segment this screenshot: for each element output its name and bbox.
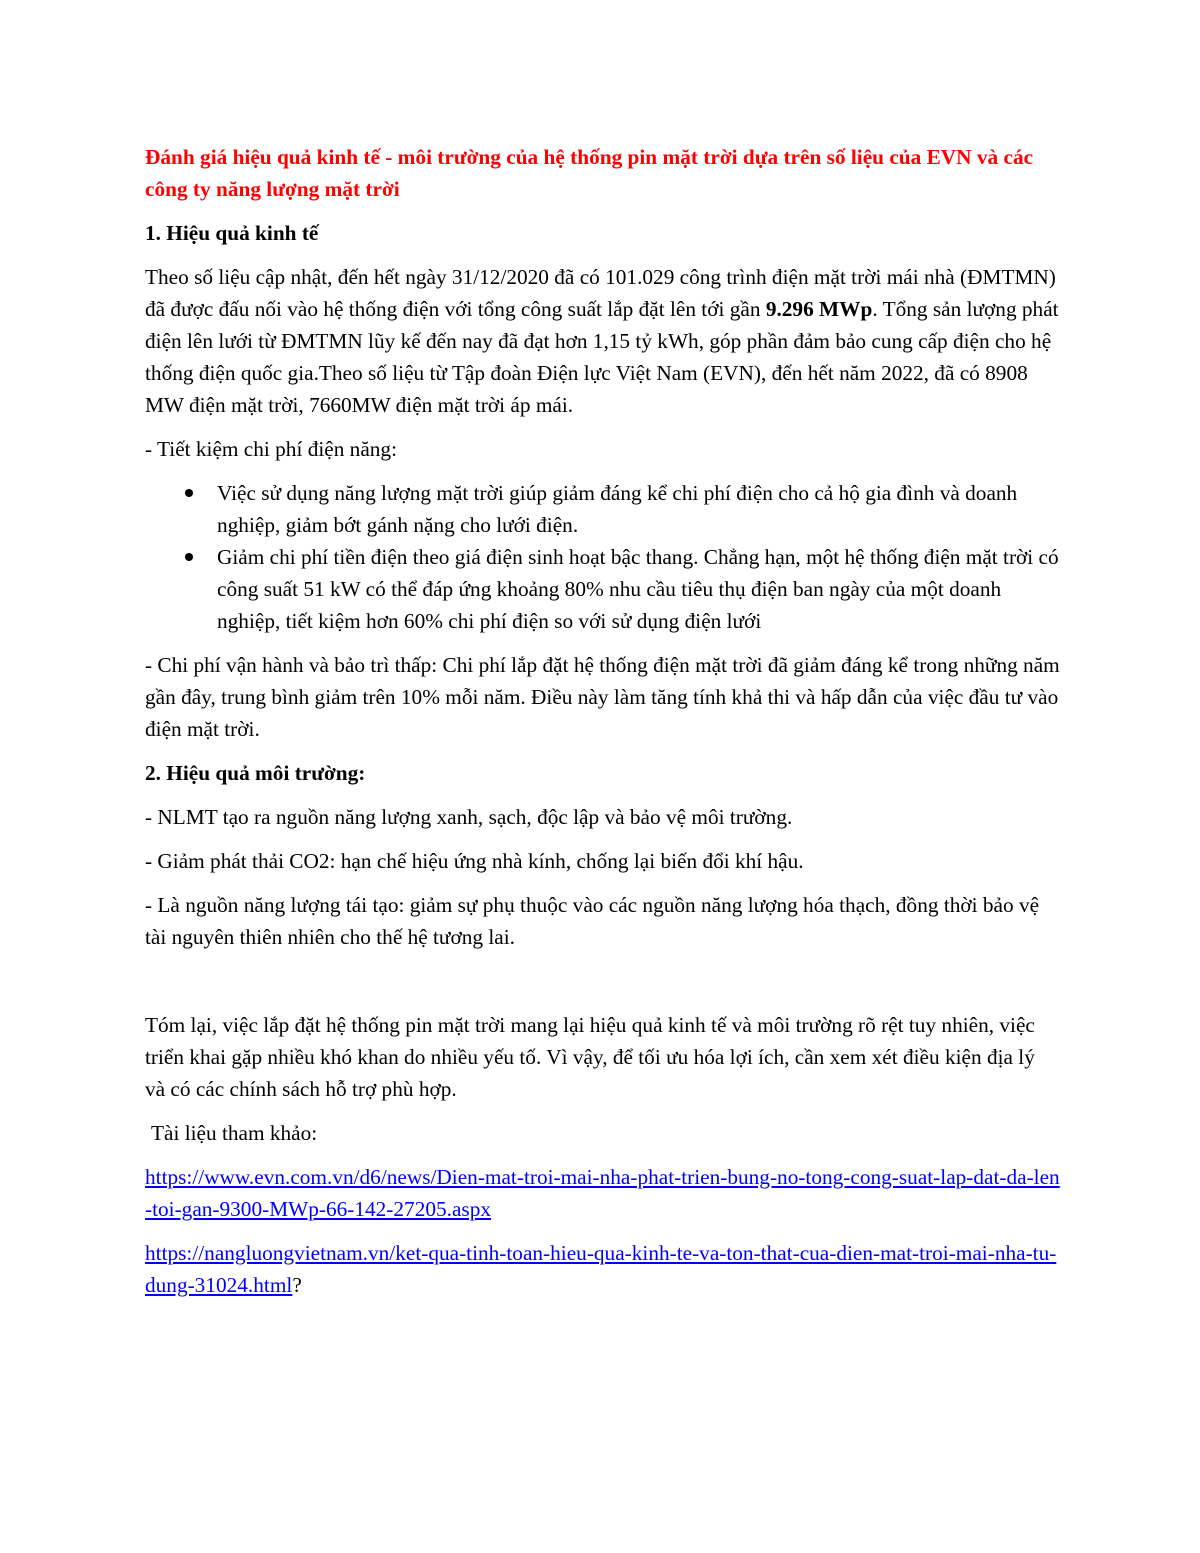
economic-intro-paragraph: [145, 261, 1060, 421]
list-item: [217, 541, 1060, 637]
reference-suffix: ?: [292, 1273, 302, 1297]
reference-item: [145, 1161, 1060, 1225]
blank-line: [145, 965, 1060, 1009]
intro-text-part2: . Tổng sản lượng phát điện lên lưới từ ĐMTMN lũy kế đến nay đã đạt hơn 1,15 tỷ kWh, góp phần đảm bảo cung cấp điện cho hệ thống điện quốc gia.Theo số liệu từ Tập đoàn Điện lực Việt Nam (EVN), đến hết năm 2022, đã có 8908 MW điện mặt trời, 7660MW điện mặt trời áp mái.: [145, 297, 1059, 417]
bullet-icon: [185, 489, 193, 497]
intro-text-part1: Theo số liệu cập nhật, đến hết ngày 31/12/2020 đã có 101.029 công trình điện mặt trời mái nhà (ĐMTMN) đã được đấu nối vào hệ thống điện với tổng công suất lắp đặt lên tới gần: [145, 265, 1056, 321]
section-heading-environment: 2. Hiệu quả môi trường:: [145, 761, 366, 785]
operating-costs-paragraph: - Chi phí vận hành và bảo trì thấp: Chi phí lắp đặt hệ thống điện mặt trời đã giảm đáng kể trong những năm gần đây, trung bình giảm trên 10% mỗi năm. Điều này làm tăng tính khả thi và hấp dẫn của việc đầu tư vào điện mặt trời.: [145, 653, 1060, 741]
bullet-icon: [185, 553, 193, 561]
reference-item: [145, 1237, 1060, 1301]
environment-item: - Giảm phát thải CO2: hạn chế hiệu ứng nhà kính, chống lại biến đổi khí hậu.: [145, 849, 804, 873]
environment-item: - NLMT tạo ra nguồn năng lượng xanh, sạch, độc lập và bảo vệ môi trường.: [145, 805, 793, 829]
savings-label: - Tiết kiệm chi phí điện năng:: [145, 437, 397, 461]
reference-link-evn[interactable]: https://www.evn.com.vn/d6/news/Dien-mat-troi-mai-nha-phat-trien-bung-no-tong-cong-suat-lap-dat-da-len-toi-gan-9300-MWp-66-142-27205.aspx: [145, 1165, 1060, 1221]
document-page: [145, 141, 1060, 1313]
capacity-highlight: 9.296 MWp: [765, 297, 873, 321]
list-item-text: Giảm chi phí tiền điện theo giá điện sinh hoạt bậc thang. Chẳng hạn, một hệ thống điện mặt trời có công suất 51 kW có thể đáp ứng khoảng 80% nhu cầu tiêu thụ điện ban ngày của một doanh nghiệp, tiết kiệm hơn 60% chi phí điện so với sử dụng điện lưới: [217, 545, 1059, 633]
environment-item: - Là nguồn năng lượng tái tạo: giảm sự phụ thuộc vào các nguồn năng lượng hóa thạch, đồng thời bảo vệ tài nguyên thiên nhiên cho thế hệ tương lai.: [145, 893, 1040, 949]
document-title: Đánh giá hiệu quả kinh tế - môi trường của hệ thống pin mặt trời dựa trên số liệu của EVN và các công ty năng lượng mặt trời: [145, 145, 1034, 201]
list-item-text: Việc sử dụng năng lượng mặt trời giúp giảm đáng kể chi phí điện cho cả hộ gia đình và doanh nghiệp, giảm bớt gánh nặng cho lưới điện.: [217, 481, 1018, 537]
references-title: Tài liệu tham khảo:: [151, 1121, 318, 1145]
reference-link-nangluongvietnam[interactable]: https://nangluongvietnam.vn/ket-qua-tinh-toan-hieu-qua-kinh-te-va-ton-that-cua-dien-mat-troi-mai-nha-tu-dung-31024.html: [145, 1241, 1057, 1297]
savings-bullet-list: [145, 477, 1060, 637]
section-heading-economic: 1. Hiệu quả kinh tế: [145, 221, 319, 245]
conclusion-paragraph: Tóm lại, việc lắp đặt hệ thống pin mặt trời mang lại hiệu quả kinh tế và môi trường rõ rệt tuy nhiên, việc triển khai gặp nhiều khó khan do nhiều yếu tố. Vì vậy, để tối ưu hóa lợi ích, cần xem xét điều kiện địa lý và có các chính sách hỗ trợ phù hợp.: [145, 1013, 1035, 1101]
list-item: [217, 477, 1060, 541]
